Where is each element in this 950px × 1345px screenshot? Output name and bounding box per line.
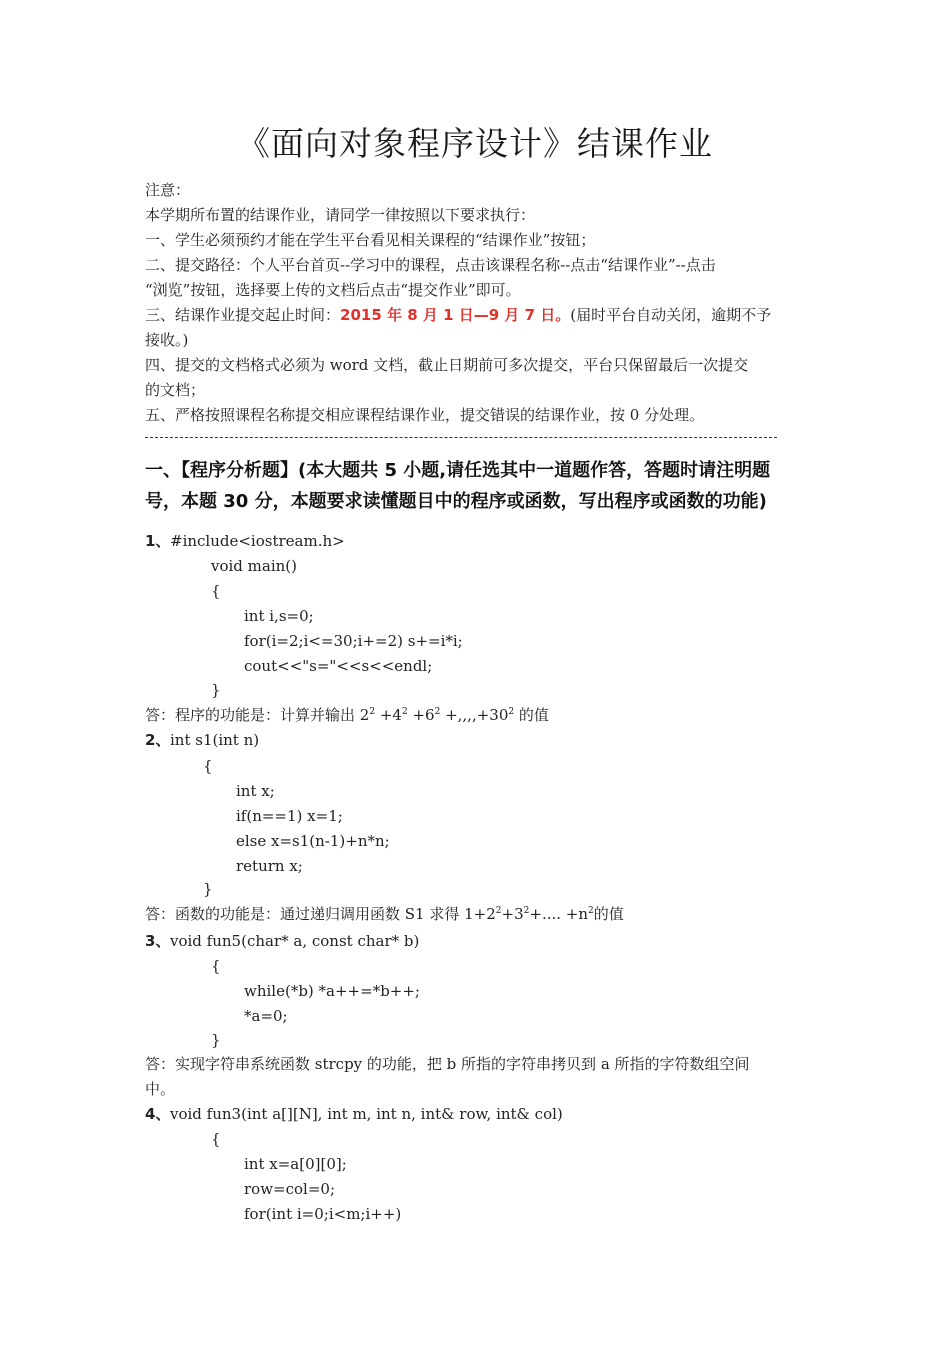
notice-rule-5: 五、严格按照课程名称提交相应课程结课作业，提交错误的结课作业，按 0 分处理。: [145, 406, 705, 424]
q4-code-line: int x=a[0][0];: [244, 1155, 347, 1173]
question-1-answer: 答：程序的功能是：计算并输出 $2^2 +4^2 +6^2 +,,,,+30^2$ 的值: [145, 706, 549, 724]
question-3-answer-line-2: 中。: [145, 1080, 176, 1098]
notice-rule-2-line-1: 二、提交路径：个人平台首页--学习中的课程，点击该课程名称--点击“结课作业”--点击: [145, 256, 716, 274]
q1-code-line: {: [211, 582, 221, 600]
q1-code-line: }: [211, 681, 221, 699]
notice-heading: 注意：: [145, 181, 191, 199]
q2-code-line: int x;: [236, 782, 275, 800]
section-1-heading-line-1: 一、【程序分析题】(本大题共 5 小题,请任选其中一道题作答，答题时请注明题: [145, 460, 771, 481]
notice-rule-3: [145, 305, 771, 325]
q4-code-line: void fun3(int a[][N], int m, int n, int& row, int& col): [170, 1105, 563, 1123]
notice-rule-2-line-2: “浏览”按钮，选择要上传的文档后点击“提交作业”即可。: [145, 281, 521, 299]
q1-code-line: void main(): [211, 557, 298, 575]
q2-code-line: else x=s1(n-1)+n*n;: [236, 832, 390, 850]
question-3-number: 3、: [145, 932, 171, 950]
q2-code-line: return x;: [236, 857, 303, 875]
q4-code-line: for(int i=0;i<m;i++): [244, 1205, 402, 1223]
question-4-number: 4、: [145, 1105, 171, 1123]
question-1-number: 1、: [145, 532, 171, 550]
notice-rule-4-line-1: 四、提交的文档格式必须为 word 文档，截止日期前可多次提交，平台只保留最后一次提交: [145, 356, 749, 374]
question-2-number: 2、: [145, 731, 171, 749]
q3-code-line: void fun5(char* a, const char* b): [170, 932, 420, 950]
q1-code-line: #include<iostream.h>: [170, 532, 345, 550]
notice-rule-3-dates: 2015 年 8 月 1 日—9 月 7 日。: [340, 306, 571, 324]
q3-code-line: }: [211, 1031, 221, 1049]
notice-rule-4-line-2: 的文档；: [145, 381, 206, 399]
notice-rule-1: 一、学生必须预约才能在学生平台看见相关课程的“结课作业”按钮；: [145, 231, 596, 249]
notice-rule-3-suffix: (届时平台自动关闭，逾期不予: [570, 306, 772, 324]
dashed-divider: [145, 437, 777, 438]
question-2-answer: 答：函数的功能是：通过递归调用函数 S1 求得 $1+2^2+3^2+$.... $+n^2$的值: [145, 905, 624, 923]
question-3-answer-line-1: 答：实现字符串系统函数 strcpy 的功能，把 b 所指的字符串拷贝到 a 所指的字符数组空间: [145, 1055, 750, 1073]
notice-intro: 本学期所布置的结课作业，请同学一律按照以下要求执行：: [145, 206, 536, 224]
q3-code-line: *a=0;: [244, 1007, 288, 1025]
q2-code-line: int s1(int n): [170, 731, 260, 749]
q2-code-line: }: [203, 880, 213, 898]
q3-code-line: while(*b) *a++=*b++;: [244, 982, 420, 1000]
q3-code-line: {: [211, 957, 221, 975]
q4-code-line: row=col=0;: [244, 1180, 336, 1198]
q2-code-line: if(n==1) x=1;: [236, 807, 343, 825]
q2-code-line: {: [203, 757, 213, 775]
notice-rule-3-line-2: 接收。): [145, 331, 189, 349]
q1-code-line: for(i=2;i<=30;i+=2) s+=i*i;: [244, 632, 463, 650]
document-title: 《面向对象程序设计》结课作业: [237, 124, 713, 163]
q4-code-line: {: [211, 1130, 221, 1148]
q1-code-line: cout<<"s="<<s<<endl;: [244, 657, 433, 675]
notice-rule-3-prefix: 三、结课作业提交起止时间：: [145, 306, 341, 324]
section-1-heading-line-2: 号，本题 30 分，本题要求读懂题目中的程序或函数，写出程序或函数的功能): [145, 491, 767, 512]
q1-code-line: int i,s=0;: [244, 607, 314, 625]
